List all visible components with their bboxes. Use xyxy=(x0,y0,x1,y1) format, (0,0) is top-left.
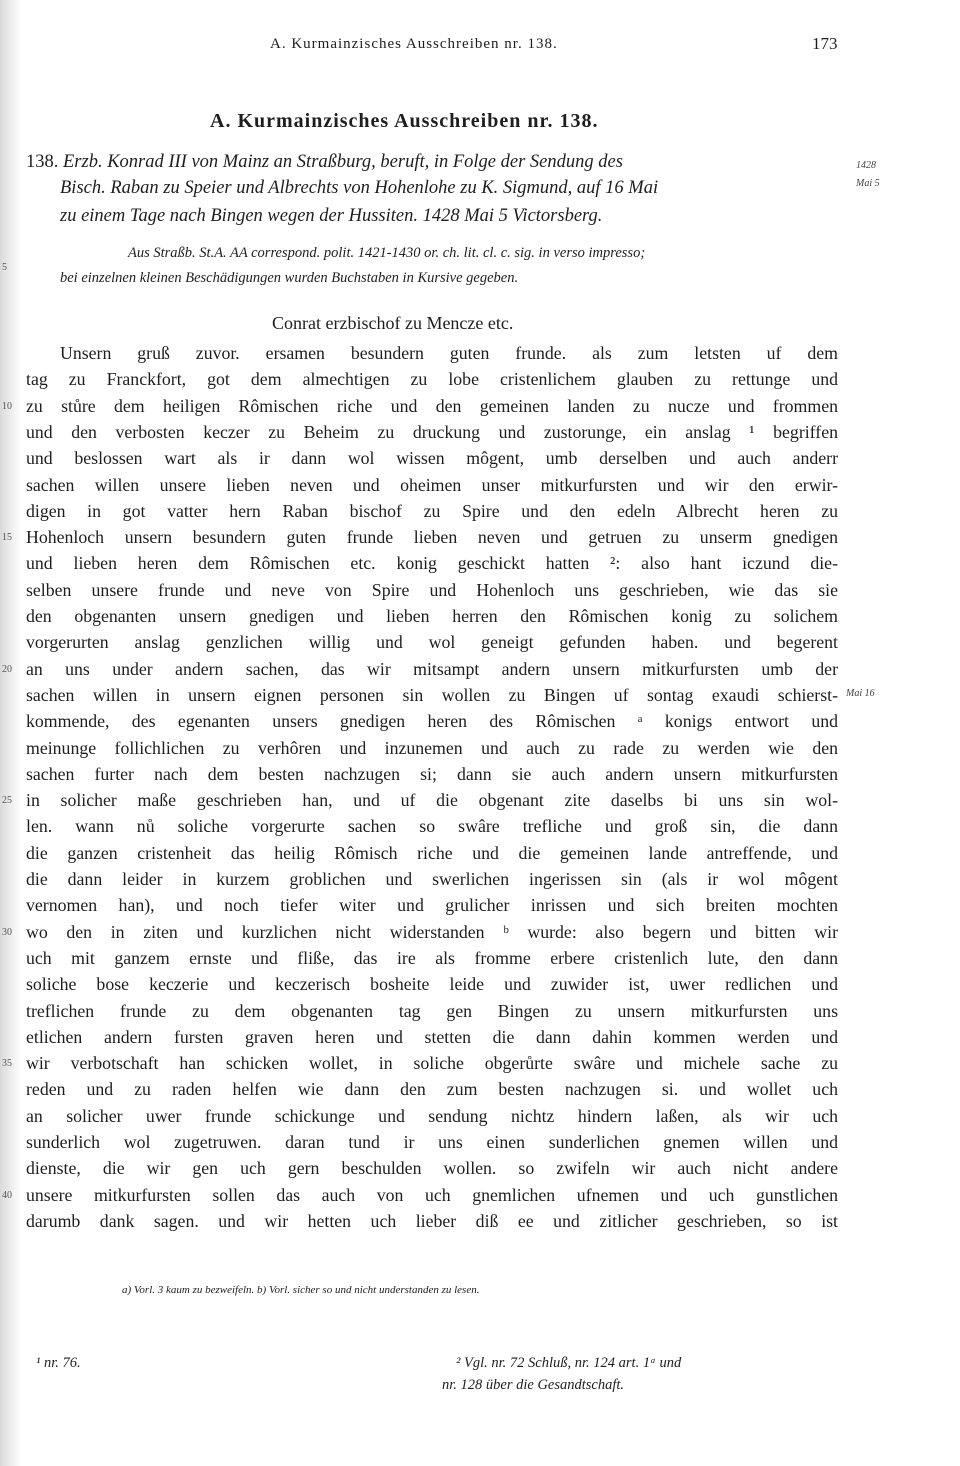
body-line: unsere mitkurfursten sollen das auch von uch gnemlichen ufnemen und uch gunstlichen xyxy=(26,1184,838,1205)
margin-date-day: Mai 5 xyxy=(856,178,880,189)
section-title: A. Kurmainzisches Ausschreiben nr. 138. xyxy=(210,110,599,132)
body-line: wo den in ziten und kurzlichen nicht widerstanden ᵇ wurde: also begern und bitten wir xyxy=(26,921,838,942)
body-line: zu stůre dem heiligen Rômischen riche und den gemeinen landen zu nucze und frommen xyxy=(26,395,838,416)
regest-line-2: Bisch. Raban zu Speier und Albrechts von Hohenlohe zu K. Sigmund, auf 16 Mai xyxy=(60,178,659,198)
line-number: 40 xyxy=(2,1189,12,1201)
body-line: dienste, die wir gen uch gern beschulden wollen. so zwifeln wir auch nicht andere xyxy=(26,1158,838,1179)
body-line: meinunge follichlichen zu verhôren und inzunemen und auch zu rade zu werden wie den xyxy=(26,737,838,758)
page-number: 173 xyxy=(812,34,838,53)
line-number: 15 xyxy=(2,532,12,544)
body-line: vorgerurten anslag genzlichen willig und wol geneigt gefunden haben. und begerent xyxy=(26,632,838,653)
line-number: 35 xyxy=(2,1058,12,1070)
body-line: den obgenanten unsern gnedigen und lieben herren den Rômischen konig zu solichem xyxy=(26,606,838,626)
footnote-2-line-2: nr. 128 über die Gesandtschaft. xyxy=(442,1377,625,1393)
source-line-1: Aus Straßb. St.A. AA correspond. polit. 1421-1430 or. ch. lit. cl. c. sig. in verso impresso; xyxy=(128,245,646,261)
running-header: A. Kurmainzisches Ausschreiben nr. 138. xyxy=(270,36,558,52)
body-line: an uns under andern sachen, das wir mitsampt andern unsern mitkurfursten umb der xyxy=(26,658,838,679)
regest-text-1: Erzb. Konrad III von Mainz an Straßburg, beruft, in Folge der Sendung des xyxy=(63,152,623,172)
body-line: soliche bose keczerie und keczerisch bosheite leide und zuwider ist, uwer redlichen und xyxy=(26,974,838,995)
body-line: Unsern gruß zuvor. ersamen besundern guten frunde. als zum letsten uf dem xyxy=(60,343,838,363)
body-line: kommende, des egenanten unsers gnedigen heren des Rômischen ᵃ konigs entwort und xyxy=(26,711,838,732)
line-number: 30 xyxy=(2,926,12,938)
body-line: tag zu Franckfort, got dem almechtigen zu lobe cristenlichem glauben zu rettunge und xyxy=(26,369,838,390)
margin-date-year: 1428 xyxy=(856,160,876,171)
body-line: selben unsere frunde und neve von Spire und Hohenloch uns geschrieben, wie das sie xyxy=(26,579,838,600)
body-line: und lieben heren dem Rômischen etc. konig geschickt hatten ²: also hant iczund die- xyxy=(26,553,838,574)
body-line: sachen furter nach dem besten nachzugen si; dann sie auch andern unsern mitkurfursten xyxy=(26,763,838,784)
body-line: in solicher maße geschrieben han, und uf die obgenant zite daselbs bi uns sin wol- xyxy=(26,790,838,811)
body-line: und den verbosten keczer zu Beheim zu druckung und zustorunge, ein anslag ¹ begriffen xyxy=(26,421,838,442)
body-line: sachen willen unsere lieben neven und oheimen unser mitkurfursten und wir den erwir- xyxy=(26,474,838,495)
document-number: 138. xyxy=(26,152,59,172)
body-line: die dann leider in kurzem groblichen und swerlichen ingerissen sin (als ir wol môgent xyxy=(26,869,838,889)
body-line: reden und zu raden helfen wie dann den zum besten nachzugen si. und wollet uch xyxy=(26,1079,838,1100)
body-line: die ganzen cristenheit das heilig Rômisch riche und die gemeinen lande antreffende, und xyxy=(26,842,838,863)
body-line: vernomen han), und noch tiefer witer und grulicher inrissen und sich breiten mochten xyxy=(26,895,838,916)
body-line: treflichen frunde zu dem obgenanten tag gen Bingen zu unsern mitkurfursten uns xyxy=(26,1000,838,1021)
footnote-2-line-1: ² Vgl. nr. 72 Schluß, nr. 124 art. 1ᵃ und xyxy=(456,1355,682,1371)
body-line: darumb dank sagen. und wir hetten uch lieber diß ee und zitlicher geschrieben, so ist xyxy=(26,1210,838,1231)
body-line: sachen willen in unsern eignen personen sin wollen zu Bingen uf sontag exaudi schierst- xyxy=(26,684,838,705)
source-line-2: bei einzelnen kleinen Beschädigungen wurden Buchstaben in Kursive gegeben. xyxy=(60,270,519,286)
body-line: uch mit ganzem ernste und fliße, das ire als fromme erbere cristenlich lute, den dann xyxy=(26,947,838,968)
regest-line-1 xyxy=(26,152,623,173)
regest-line-3: zu einem Tage nach Bingen wegen der Hussiten. 1428 Mai 5 Victorsberg. xyxy=(60,206,603,226)
margin-date-mai-16: Mai 16 xyxy=(846,688,875,699)
text-critical-footnotes: a) Vorl. 3 kaum zu bezweifeln. b) Vorl. sicher so und nicht understanden zu lesen. xyxy=(122,1284,480,1296)
body-line: etlichen andern fursten graven heren und stetten die dann dahin kommen werden und xyxy=(26,1026,838,1047)
line-number: 10 xyxy=(2,400,12,412)
line-number: 5 xyxy=(2,262,7,273)
body-line: wir verbotschaft han schicken wollet, in soliche obgerůrte swâre und michele sache zu xyxy=(26,1053,838,1074)
line-number: 25 xyxy=(2,795,12,807)
body-line: digen in got vatter hern Raban bischof zu Spire und den edeln Albrecht heren zu xyxy=(26,500,838,521)
body-line: an solicher uwer frunde schickunge und sendung nichtz hindern laßen, als wir uch xyxy=(26,1105,838,1126)
letter-address: Conrat erzbischof zu Mencze etc. xyxy=(272,313,514,333)
body-line: len. wann nů soliche vorgerurte sachen so swâre trefliche und groß sin, die dann xyxy=(26,816,838,837)
body-line: Hohenloch unsern besundern guten frunde lieben neven und getruen zu unserm gnedigen xyxy=(26,527,838,548)
body-line: und beslossen wart als ir dann wol wissen môgent, umb derselben und auch anderr xyxy=(26,448,838,469)
footnote-1: ¹ nr. 76. xyxy=(36,1355,81,1371)
line-number: 20 xyxy=(2,663,12,675)
scan-edge-shadow xyxy=(0,0,22,1466)
body-line: sunderlich wol zugetruwen. daran tund ir uns einen sunderlichen gnemen willen und xyxy=(26,1132,838,1152)
